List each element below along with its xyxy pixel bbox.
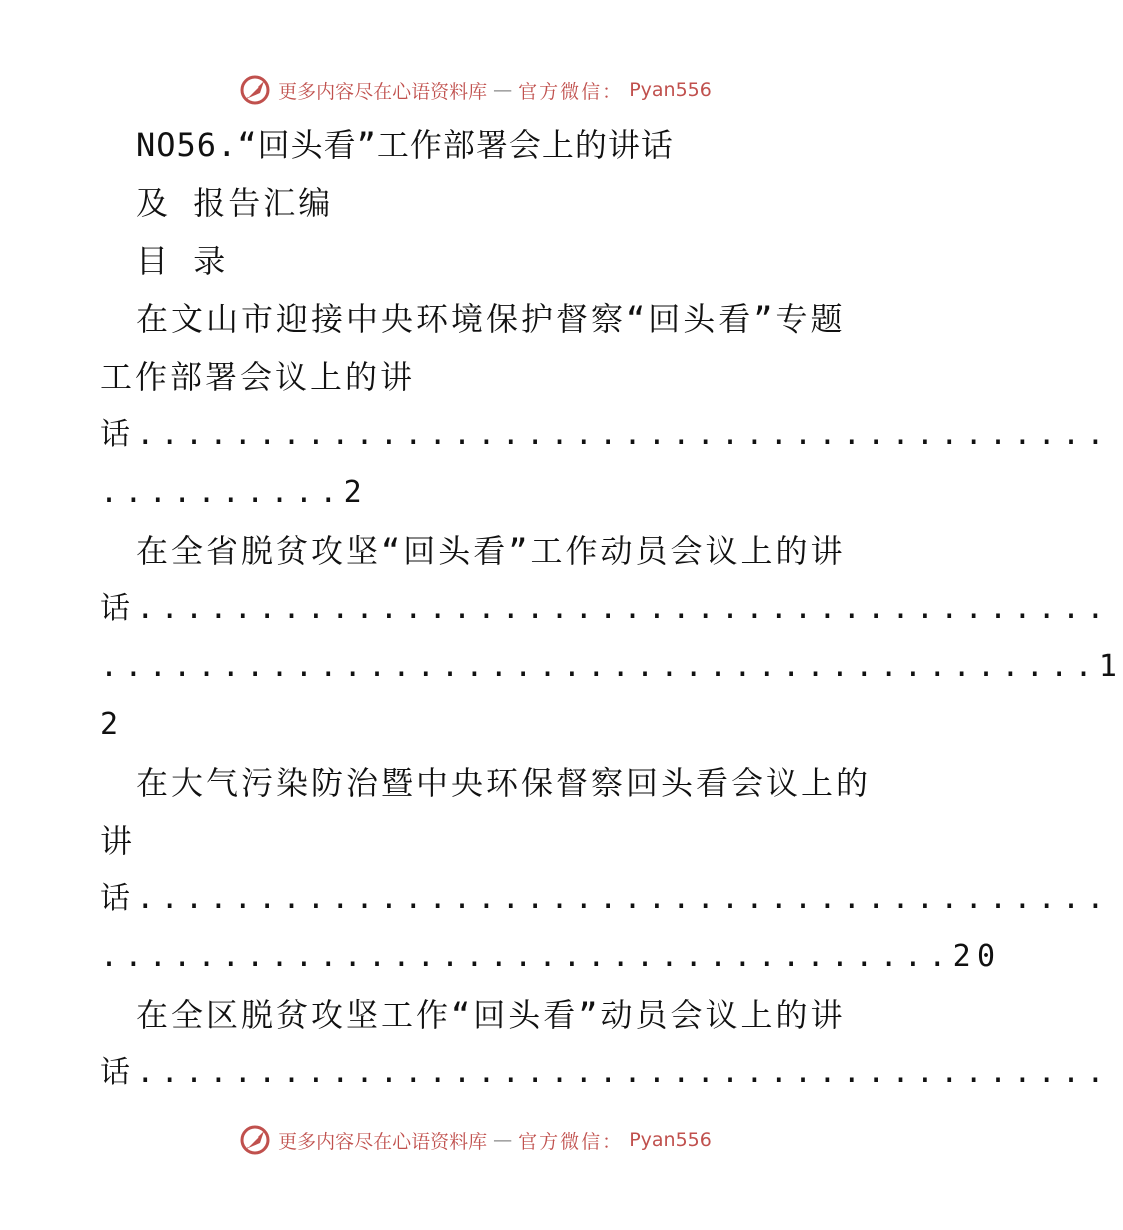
banner-dash: — bbox=[493, 1129, 513, 1151]
toc-entry-title: 在文山市迎接中央环境保护督察“回头看”专题 bbox=[136, 300, 846, 338]
toc-entry-leader: 话........................................ bbox=[100, 417, 1111, 452]
toc-entry-leader-page: .........................................1 bbox=[100, 649, 1123, 684]
toc-entry bbox=[100, 522, 1123, 754]
banner-brand-text: 更多内容尽在心语资料库 bbox=[278, 80, 488, 103]
toc-entry-title: 在全区脱贫攻坚工作“回头看”动员会议上的讲 bbox=[136, 996, 846, 1034]
toc-entry-leader: 话........................................ bbox=[100, 591, 1111, 626]
banner-wechat-handle: Pyan556 bbox=[629, 1129, 712, 1151]
toc-entry bbox=[100, 754, 1111, 986]
toc-entry bbox=[100, 290, 1111, 522]
toc-entry-page: ...................................20 bbox=[100, 939, 1002, 974]
quill-logo-icon bbox=[238, 73, 272, 107]
banner-brand-text: 更多内容尽在心语资料库 bbox=[278, 1130, 488, 1153]
toc-entry-title: 在全省脱贫攻坚“回头看”工作动员会议上的讲 bbox=[136, 532, 846, 570]
header-watermark-banner bbox=[0, 70, 950, 110]
doc-title-line-1: NO56.“回头看”工作部署会上的讲话 bbox=[136, 126, 674, 164]
toc-entry-title-cont: 讲 bbox=[100, 822, 136, 860]
document-body bbox=[100, 116, 1123, 1102]
banner-official-label: 官方微信： bbox=[518, 80, 624, 103]
toc-entry-page: ..........2 bbox=[100, 475, 368, 510]
toc-entry-page: 2 bbox=[100, 707, 125, 742]
toc-entry-title-cont: 工作部署会议上的讲 bbox=[100, 358, 416, 396]
toc-entry-leader: 话........................................ bbox=[100, 881, 1111, 916]
banner-wechat-handle: Pyan556 bbox=[629, 79, 712, 101]
toc-entry-leader: 话........................................ bbox=[100, 1055, 1111, 1090]
doc-title-line-2: 及 报告汇编 bbox=[136, 184, 334, 222]
toc-entry bbox=[100, 986, 1111, 1102]
footer-watermark-banner bbox=[0, 1120, 950, 1160]
toc-heading: 目 录 bbox=[136, 242, 229, 280]
quill-logo-icon bbox=[238, 1123, 272, 1157]
banner-dash: — bbox=[493, 79, 513, 101]
banner-official-label: 官方微信： bbox=[518, 1130, 624, 1153]
toc-entry-title: 在大气污染防治暨中央环保督察回头看会议上的 bbox=[136, 764, 872, 802]
